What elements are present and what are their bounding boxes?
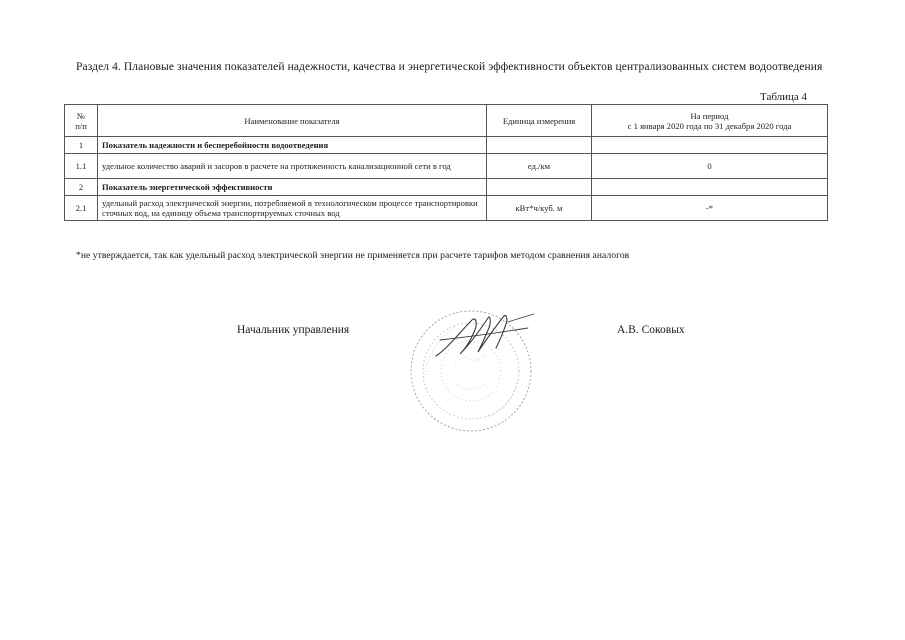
signatory-position: Начальник управления [237, 324, 350, 336]
section-title: Раздел 4. Плановые значения показателей надежности, качества и энергетической эффективности объектов централизованных систем водоотведения [76, 61, 823, 73]
indicators-table [64, 104, 828, 221]
header-name: Наименование показателя [98, 105, 487, 137]
handwritten-signature [430, 308, 540, 366]
row-name: Показатель надежности и бесперебойности водоотведения [98, 137, 487, 154]
table-row-energy-consumption [65, 196, 828, 221]
row-unit: кВт*ч/куб. м [487, 196, 592, 221]
row-value [592, 179, 828, 196]
table-row-accidents [65, 154, 828, 179]
row-value [592, 137, 828, 154]
row-num: 1.1 [65, 154, 98, 179]
table-caption: Таблица 4 [760, 91, 808, 103]
row-name: удельный расход электрической энергии, потребляемой в технологическом процессе транспортировки сточных вод, на единицу объема транспортируемых сточных вод [98, 196, 487, 221]
footnote: *не утверждается, так как удельный расход электрической энергии не применяется при расчете тарифов методом сравнения аналогов [76, 250, 630, 261]
row-unit [487, 179, 592, 196]
row-unit: ед./км [487, 154, 592, 179]
row-num: 2.1 [65, 196, 98, 221]
table-header-row [65, 105, 828, 137]
header-period [592, 105, 828, 137]
header-num-abbr: п/п [75, 120, 87, 131]
table-row-group-energy [65, 179, 828, 196]
row-num: 1 [65, 137, 98, 154]
header-num-symbol: № [76, 110, 86, 121]
header-period-label: На период [690, 110, 729, 121]
header-num [65, 105, 98, 137]
header-period-dates: с 1 января 2020 года по 31 декабря 2020 года [627, 120, 792, 131]
row-name: удельное количество аварий и засоров в расчете на протяженность канализационной сети в год [98, 154, 487, 179]
row-unit [487, 137, 592, 154]
row-value: 0 [592, 154, 828, 179]
table-row-group-reliability [65, 137, 828, 154]
header-unit: Единица измерения [487, 105, 592, 137]
row-name: Показатель энергетической эффективности [98, 179, 487, 196]
row-value: -* [592, 196, 828, 221]
row-num: 2 [65, 179, 98, 196]
signatory-name: А.В. Соковых [617, 324, 685, 336]
